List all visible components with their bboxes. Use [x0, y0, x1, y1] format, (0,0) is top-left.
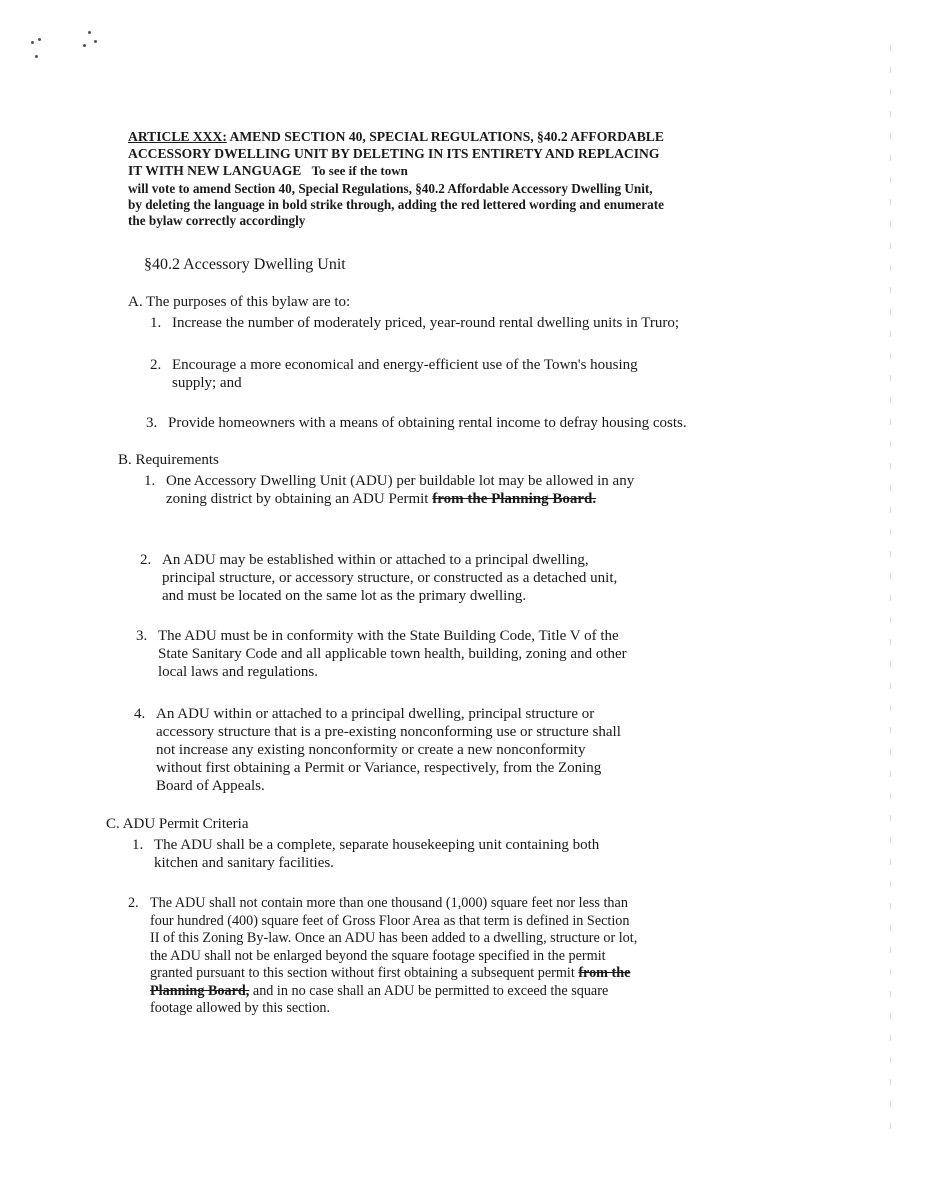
list-item: [146, 414, 786, 432]
list-item: [132, 836, 632, 872]
article-heading: AMEND SECTION 40, SPECIAL REGULATIONS, §40.2 AFFORDABLE ACCESSORY DWELLING UNIT BY DELETING IN ITS ENTIRETY AND REPLACING IT WITH NEW LANGUAGE: [128, 129, 664, 178]
list-item: [150, 314, 770, 332]
section-c-label: C. ADU Permit Criteria: [106, 816, 249, 832]
section-b: [118, 452, 219, 469]
article-intro: will vote to amend Section 40, Special Regulations, §40.2 Affordable Accessory Dwelling Unit, by deleting the language in bold strike through, adding the red lettered wording and enumerate the bylaw correctly accordingly: [128, 181, 664, 228]
section-c: [106, 816, 249, 833]
item-number: 4.: [134, 706, 146, 722]
item-number: 3.: [136, 628, 148, 644]
article-number: ARTICLE XXX:: [128, 129, 227, 144]
article-header: [128, 128, 668, 179]
section-title: §40.2 Accessory Dwelling Unit: [144, 256, 346, 273]
item-text: Encourage a more economical and energy-efficient use of the Town's housing supply; and: [172, 357, 638, 391]
list-item: [140, 551, 640, 605]
item-text: The ADU must be in conformity with the State Building Code, Title V of the State Sanitary Code and all applicable town health, building, zoning and other local laws and regulations.: [158, 628, 627, 680]
section-a-label: A. The purposes of this bylaw are to:: [128, 294, 351, 310]
item-number: 2.: [150, 357, 162, 373]
section-a: [128, 294, 350, 311]
item-text: An ADU within or attached to a principal dwelling, principal structure or accessory structure that is a pre-existing nonconforming use or structure shall not increase any existing nonconformity or create a new nonconformity without first obtaining a Permit or Variance, respectively, from the Zoning Board of Appeals.: [156, 706, 621, 794]
section-b-label: B. Requirements: [118, 452, 219, 468]
struck-text: from the Planning Board.: [432, 491, 597, 507]
item-number: 1.: [144, 473, 156, 489]
item-text: Provide homeowners with a means of obtaining rental income to defray housing costs.: [168, 415, 687, 431]
item-text: Increase the number of moderately priced, year-round rental dwelling units in Truro;: [172, 315, 680, 331]
item-number: 1.: [132, 837, 144, 853]
list-item: [144, 472, 644, 508]
item-number: 1.: [150, 315, 162, 331]
item-text: The ADU shall not contain more than one thousand (1,000) square feet nor less than four hundred (400) square feet of Gross Floor Area as that term is defined in Section II of this Zoning By-law. Once an ADU has been added to a dwelling, structure or lot, the ADU shall not be enlarged beyond the square footage specified in the permit granted pursuant to this section without first obtaining a subsequent permit: [150, 895, 638, 981]
item-text-after: and in no case shall an ADU be permitted to exceed the square footage allowed by this section.: [150, 982, 609, 1016]
intro-lead: To see if the town: [311, 163, 408, 178]
list-item: [128, 895, 638, 1018]
scan-edge-line: [890, 45, 891, 1145]
item-text: One Accessory Dwelling Unit (ADU) per buildable lot may be allowed in any zoning district by obtaining an ADU Permit: [166, 473, 635, 507]
struck-text: from the Planning Board,: [150, 965, 631, 999]
item-number: 3.: [146, 415, 158, 431]
list-item: [136, 627, 646, 681]
item-number: 2.: [128, 895, 139, 911]
item-text: An ADU may be established within or attached to a principal dwelling, principal structure, or accessory structure, or constructed as a detached unit, and must be located on the same lot as the primary dwelling.: [162, 552, 618, 604]
list-item: [150, 356, 650, 392]
item-text: The ADU shall be a complete, separate housekeeping unit containing both kitchen and sanitary facilities.: [154, 837, 600, 871]
list-item: [134, 705, 634, 795]
item-number: 2.: [140, 552, 152, 568]
